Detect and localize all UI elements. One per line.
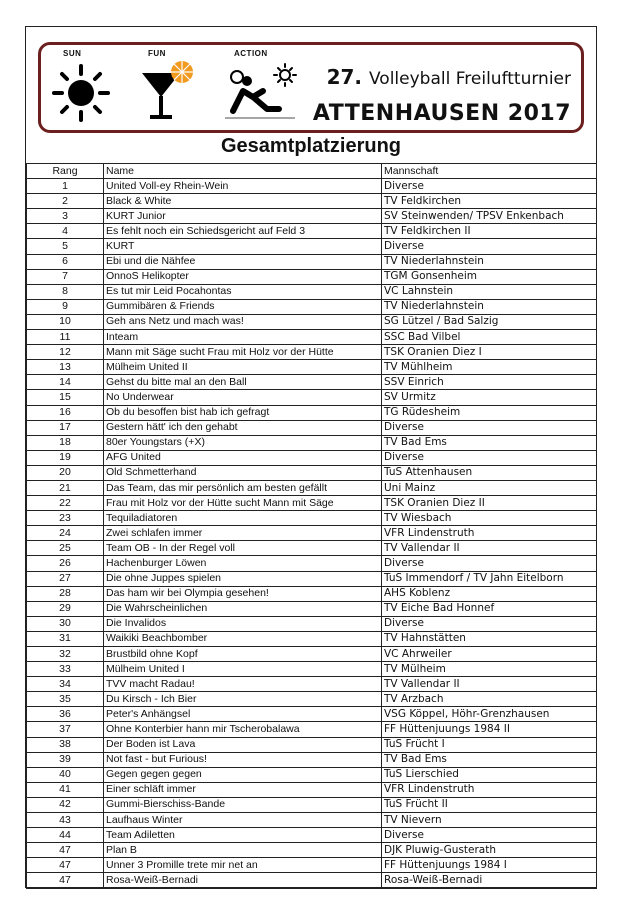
club-cell: TV Arzbach — [382, 692, 597, 707]
table-row — [27, 571, 597, 586]
team-name-cell: Brustbild ohne Kopf — [104, 647, 382, 662]
club-cell: Diverse — [382, 556, 597, 571]
rank-cell: 26 — [27, 556, 104, 571]
table-row — [27, 435, 597, 450]
header-rank: Rang — [27, 164, 104, 179]
team-name-cell: Gegen gegen gegen — [104, 767, 382, 782]
club-cell: SSC Bad Vilbel — [382, 330, 597, 345]
table-row — [27, 345, 597, 360]
club-cell: TGM Gonsenheim — [382, 269, 597, 284]
team-name-cell: Laufhaus Winter — [104, 813, 382, 828]
table-row — [27, 465, 597, 480]
rank-cell: 15 — [27, 390, 104, 405]
table-row — [27, 480, 597, 495]
rank-cell: 1 — [27, 179, 104, 194]
club-cell: TV Mühlheim — [382, 360, 597, 375]
team-name-cell: TVV macht Radau! — [104, 677, 382, 692]
club-cell: Diverse — [382, 828, 597, 843]
table-row — [27, 390, 597, 405]
team-name-cell: Die Invalidos — [104, 616, 382, 631]
ranking-table — [26, 163, 597, 889]
club-cell: SG Lützel / Bad Salzig — [382, 314, 597, 329]
event-banner — [38, 42, 584, 133]
team-name-cell: Plan B — [104, 843, 382, 858]
rank-cell: 5 — [27, 239, 104, 254]
rank-cell: 33 — [27, 662, 104, 677]
club-cell: TV Mülheim — [382, 662, 597, 677]
club-cell: SV Urmitz — [382, 390, 597, 405]
club-cell: TV Hahnstätten — [382, 631, 597, 646]
rank-cell: 40 — [27, 767, 104, 782]
table-row — [27, 224, 597, 239]
club-cell: TuS Attenhausen — [382, 465, 597, 480]
table-row — [27, 858, 597, 873]
table-row — [27, 511, 597, 526]
table-row — [27, 330, 597, 345]
club-cell: Diverse — [382, 616, 597, 631]
team-name-cell: Es fehlt noch ein Schiedsgericht auf Feld 3 — [104, 224, 382, 239]
club-cell: TV Feldkirchen II — [382, 224, 597, 239]
rank-cell: 16 — [27, 405, 104, 420]
club-cell: Uni Mainz — [382, 480, 597, 495]
team-name-cell: Frau mit Holz vor der Hütte sucht Mann mit Säge — [104, 496, 382, 511]
team-name-cell: Tequiladiatoren — [104, 511, 382, 526]
club-cell: TV Bad Ems — [382, 752, 597, 767]
rank-cell: 7 — [27, 269, 104, 284]
rank-cell: 25 — [27, 541, 104, 556]
team-name-cell: United Voll-ey Rhein-Wein — [104, 179, 382, 194]
rank-cell: 27 — [27, 571, 104, 586]
club-cell: TG Rüdesheim — [382, 405, 597, 420]
page-title: Gesamtplatzierung — [220, 135, 402, 157]
rank-cell: 35 — [27, 692, 104, 707]
rank-cell: 4 — [27, 224, 104, 239]
table-row — [27, 239, 597, 254]
rank-cell: 17 — [27, 420, 104, 435]
team-name-cell: Hachenburger Löwen — [104, 556, 382, 571]
rank-cell: 12 — [27, 345, 104, 360]
team-name-cell: Old Schmetterhand — [104, 465, 382, 480]
team-name-cell: Einer schläft immer — [104, 782, 382, 797]
club-cell: TV Niederlahnstein — [382, 299, 597, 314]
rank-cell: 6 — [27, 254, 104, 269]
team-name-cell: Die ohne Juppes spielen — [104, 571, 382, 586]
event-title — [327, 65, 571, 89]
table-row — [27, 782, 597, 797]
table-row — [27, 299, 597, 314]
team-name-cell: KURT Junior — [104, 209, 382, 224]
team-name-cell: Das ham wir bei Olympia gesehen! — [104, 586, 382, 601]
club-cell: VC Lahnstein — [382, 284, 597, 299]
rank-cell: 20 — [27, 465, 104, 480]
team-name-cell: Ohne Konterbier hann mir Tscherobalawa — [104, 722, 382, 737]
team-name-cell: Das Team, das mir persönlich am besten gefällt — [104, 480, 382, 495]
rank-cell: 28 — [27, 586, 104, 601]
table-row — [27, 662, 597, 677]
club-cell: TSK Oranien Diez I — [382, 345, 597, 360]
table-row — [27, 843, 597, 858]
table-row — [27, 722, 597, 737]
table-row — [27, 737, 597, 752]
team-name-cell: Black & White — [104, 194, 382, 209]
club-cell: TV Vallendar II — [382, 541, 597, 556]
team-name-cell: 80er Youngstars (+X) — [104, 435, 382, 450]
team-name-cell: Mülheim United II — [104, 360, 382, 375]
club-cell: DJK Pluwig-Gusterath — [382, 843, 597, 858]
rank-cell: 31 — [27, 631, 104, 646]
rank-cell: 24 — [27, 526, 104, 541]
club-cell: FF Hüttenjuungs 1984 II — [382, 722, 597, 737]
club-cell: Diverse — [382, 179, 597, 194]
rank-cell: 47 — [27, 843, 104, 858]
rank-cell: 11 — [27, 330, 104, 345]
rank-cell: 38 — [27, 737, 104, 752]
club-cell: TV Niederlahnstein — [382, 254, 597, 269]
sun-icon — [51, 63, 111, 128]
table-row — [27, 541, 597, 556]
club-cell: Diverse — [382, 420, 597, 435]
club-cell: SV Steinwenden/ TPSV Enkenbach — [382, 209, 597, 224]
club-cell: TuS Immendorf / TV Jahn Eitelborn — [382, 571, 597, 586]
fun-label: FUN — [148, 49, 166, 58]
table-row — [27, 692, 597, 707]
team-name-cell: Gehst du bitte mal an den Ball — [104, 375, 382, 390]
rank-cell: 47 — [27, 873, 104, 888]
team-name-cell: Mann mit Säge sucht Frau mit Holz vor der Hütte — [104, 345, 382, 360]
team-name-cell: Mülheim United I — [104, 662, 382, 677]
table-row — [27, 873, 597, 888]
rank-cell: 37 — [27, 722, 104, 737]
rank-cell: 10 — [27, 314, 104, 329]
team-name-cell: Waikiki Beachbomber — [104, 631, 382, 646]
table-row — [27, 677, 597, 692]
event-name: Volleyball Freiluftturnier — [369, 69, 571, 89]
club-cell: Diverse — [382, 239, 597, 254]
table-row — [27, 179, 597, 194]
table-row — [27, 813, 597, 828]
table-row — [27, 797, 597, 812]
rank-cell: 22 — [27, 496, 104, 511]
rank-cell: 43 — [27, 813, 104, 828]
team-name-cell: Ob du besoffen bist hab ich gefragt — [104, 405, 382, 420]
club-cell: VSG Köppel, Höhr-Grenzhausen — [382, 707, 597, 722]
table-row — [27, 631, 597, 646]
club-cell: TuS Lierschied — [382, 767, 597, 782]
team-name-cell: Unner 3 Promille trete mir net an — [104, 858, 382, 873]
club-cell: TV Feldkirchen — [382, 194, 597, 209]
table-row — [27, 209, 597, 224]
club-cell: TV Bad Ems — [382, 435, 597, 450]
team-name-cell: Zwei schlafen immer — [104, 526, 382, 541]
team-name-cell: No Underwear — [104, 390, 382, 405]
club-cell: VFR Lindenstruth — [382, 782, 597, 797]
team-name-cell: Team OB - In der Regel voll — [104, 541, 382, 556]
header-team: Mannschaft — [382, 164, 597, 179]
club-cell: TuS Frücht II — [382, 797, 597, 812]
table-row — [27, 375, 597, 390]
table-row — [27, 647, 597, 662]
results-page — [25, 26, 597, 888]
club-cell: TV Wiesbach — [382, 511, 597, 526]
team-name-cell: Ebi und die Nähfee — [104, 254, 382, 269]
team-name-cell: Es tut mir Leid Pocahontas — [104, 284, 382, 299]
table-row — [27, 828, 597, 843]
table-row — [27, 556, 597, 571]
rank-cell: 29 — [27, 601, 104, 616]
rank-cell: 19 — [27, 450, 104, 465]
rank-cell: 36 — [27, 707, 104, 722]
team-name-cell: AFG United — [104, 450, 382, 465]
table-row — [27, 269, 597, 284]
club-cell: TV Vallendar II — [382, 677, 597, 692]
rank-cell: 23 — [27, 511, 104, 526]
rank-cell: 2 — [27, 194, 104, 209]
club-cell: AHS Koblenz — [382, 586, 597, 601]
table-row — [27, 752, 597, 767]
club-cell: Rosa-Weiß-Bernadi — [382, 873, 597, 888]
rank-cell: 42 — [27, 797, 104, 812]
team-name-cell: Gestern hätt' ich den gehabt — [104, 420, 382, 435]
club-cell: SSV Einrich — [382, 375, 597, 390]
table-row — [27, 420, 597, 435]
team-name-cell: Peter's Anhängsel — [104, 707, 382, 722]
header-name: Name — [104, 164, 382, 179]
table-row — [27, 767, 597, 782]
table-row — [27, 194, 597, 209]
volleyball-player-icon — [223, 63, 303, 128]
table-row — [27, 360, 597, 375]
club-cell: TSK Oranien Diez II — [382, 496, 597, 511]
table-header-row — [27, 164, 597, 179]
team-name-cell: Die Wahrscheinlichen — [104, 601, 382, 616]
table-row — [27, 496, 597, 511]
table-row — [27, 314, 597, 329]
rank-cell: 41 — [27, 782, 104, 797]
table-row — [27, 526, 597, 541]
rank-cell: 47 — [27, 858, 104, 873]
rank-cell: 32 — [27, 647, 104, 662]
cocktail-icon — [136, 61, 198, 128]
club-cell: TuS Frücht I — [382, 737, 597, 752]
team-name-cell: Geh ans Netz und mach was! — [104, 314, 382, 329]
table-row — [27, 586, 597, 601]
table-row — [27, 284, 597, 299]
rank-cell: 3 — [27, 209, 104, 224]
rank-cell: 39 — [27, 752, 104, 767]
rank-cell: 21 — [27, 480, 104, 495]
event-venue: ATTENHAUSEN 2017 — [312, 101, 571, 126]
club-cell: TV Nievern — [382, 813, 597, 828]
rank-cell: 30 — [27, 616, 104, 631]
team-name-cell: Inteam — [104, 330, 382, 345]
club-cell: Diverse — [382, 450, 597, 465]
rank-cell: 13 — [27, 360, 104, 375]
team-name-cell: Not fast - but Furious! — [104, 752, 382, 767]
club-cell: VFR Lindenstruth — [382, 526, 597, 541]
team-name-cell: Du Kirsch - Ich Bier — [104, 692, 382, 707]
club-cell: TV Eiche Bad Honnef — [382, 601, 597, 616]
club-cell: FF Hüttenjuungs 1984 I — [382, 858, 597, 873]
table-row — [27, 450, 597, 465]
rank-cell: 8 — [27, 284, 104, 299]
table-row — [27, 616, 597, 631]
team-name-cell: Der Boden ist Lava — [104, 737, 382, 752]
team-name-cell: Gummibären & Friends — [104, 299, 382, 314]
club-cell: VC Ahrweiler — [382, 647, 597, 662]
table-row — [27, 405, 597, 420]
action-label: ACTION — [234, 49, 268, 58]
team-name-cell: Rosa-Weiß-Bernadi — [104, 873, 382, 888]
table-row — [27, 707, 597, 722]
rank-cell: 14 — [27, 375, 104, 390]
table-row — [27, 254, 597, 269]
rank-cell: 18 — [27, 435, 104, 450]
team-name-cell: KURT — [104, 239, 382, 254]
rank-cell: 44 — [27, 828, 104, 843]
table-row — [27, 601, 597, 616]
rank-cell: 9 — [27, 299, 104, 314]
team-name-cell: Gummi-Bierschiss-Bande — [104, 797, 382, 812]
sun-label: SUN — [63, 49, 82, 58]
rank-cell: 34 — [27, 677, 104, 692]
team-name-cell: OnnoS Helikopter — [104, 269, 382, 284]
edition-number: 27. — [326, 65, 363, 89]
team-name-cell: Team Adiletten — [104, 828, 382, 843]
